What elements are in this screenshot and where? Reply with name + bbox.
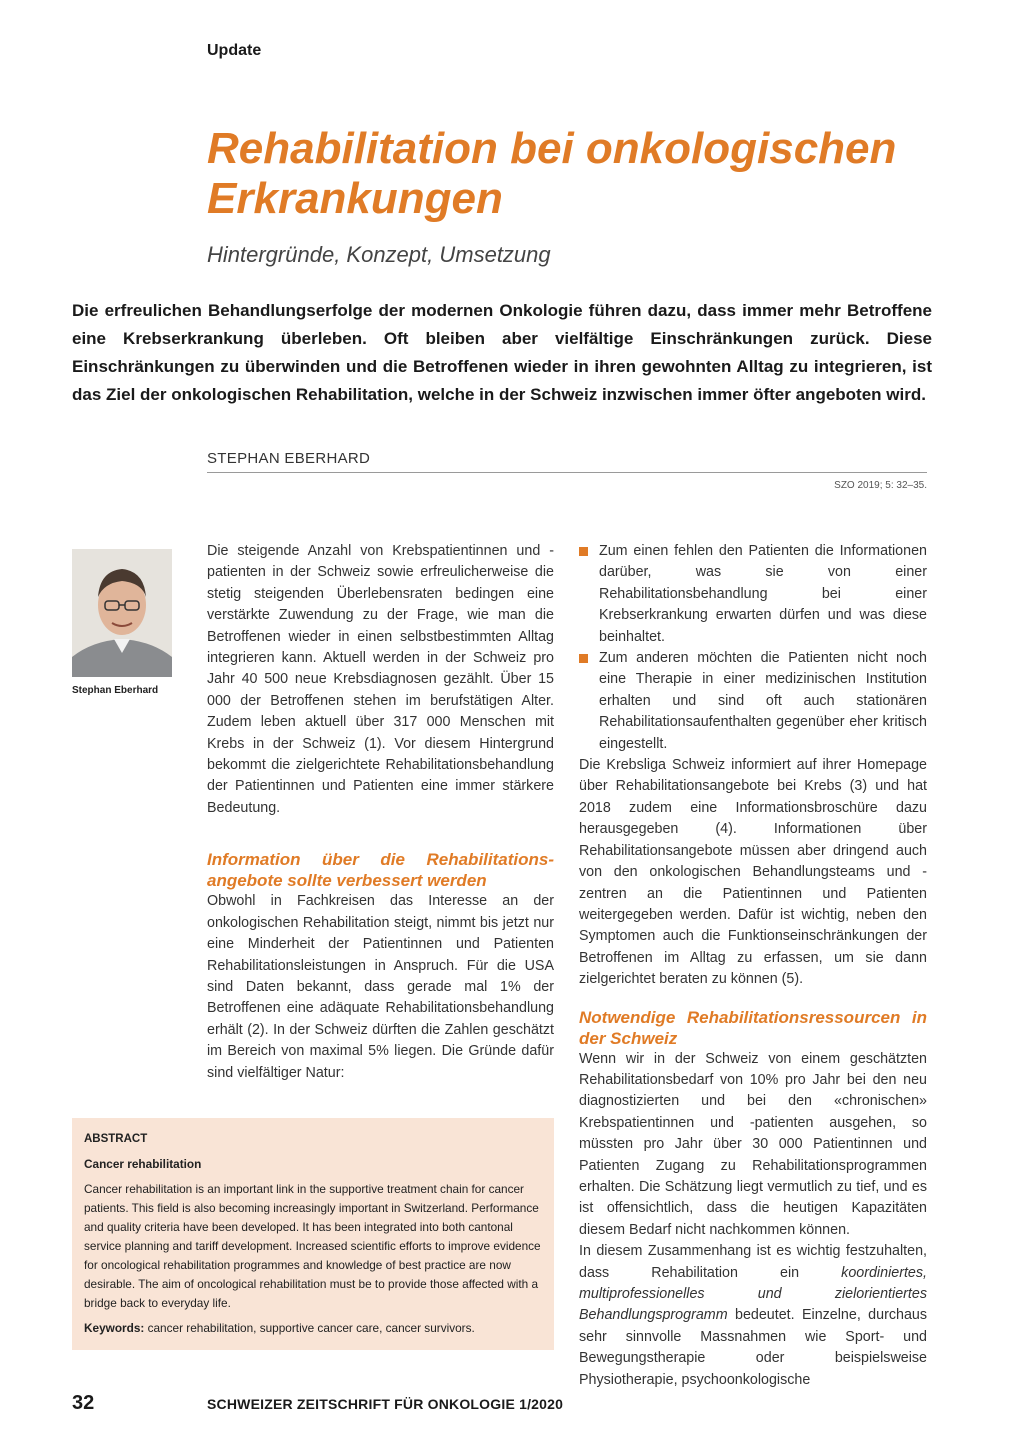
article-subtitle: Hintergründe, Konzept, Umsetzung: [207, 242, 551, 267]
author-photo: [72, 549, 172, 677]
bullet-text: Zum einen fehlen den Patienten die Informationen darüber, was sie von einer Rehabilitationsbehandlung bei einer Krebserkrankung erwarten dürfen und was diese beinhaltet.: [599, 543, 927, 645]
journal-name: SCHWEIZER ZEITSCHRIFT FÜR ONKOLOGIE 1/2020: [207, 1396, 564, 1412]
abstract-body: Cancer rehabilitation is an important link in the supportive treatment chain for cancer patients. This field is also becoming increasingly important in Switzerland. Performance and quality criteria have been developed. It has been integrated into both cantonal service planning and tariff development. Increased scientific efforts to improve evidence for oncological rehabilitation programmes and knowledge of best practice are now desirable. The aim of oncological rehabilitation must be to provide those affected with a bridge back to everyday life.: [84, 1182, 541, 1310]
section-heading: Notwendige Rehabilitationsressourcen in der Schweiz: [579, 1007, 927, 1048]
bullet-square-icon: [579, 547, 588, 556]
photo-caption: Stephan Eberhard: [72, 685, 159, 696]
column-left: [207, 541, 554, 1084]
keywords-label: Keywords:: [84, 1321, 145, 1335]
abstract-label: ABSTRACT: [84, 1133, 148, 1145]
abstract-box: [72, 1118, 554, 1350]
emphasis-text: koordiniertes, multiprofessionelles und zielorientiertes Behandlungsprogramm: [579, 1264, 927, 1324]
body-paragraph: [579, 1241, 927, 1391]
column-right: [579, 541, 927, 1391]
citation: SZO 2019; 5: 32–35.: [834, 480, 927, 491]
abstract-keywords: [84, 1319, 544, 1338]
article-title: Rehabilitation bei onkologischen Erkrankungen: [207, 124, 897, 223]
section-label: Update: [207, 42, 262, 59]
body-paragraph: Obwohl in Fachkreisen das Interesse an der onkologischen Rehabilitation steigt, nimmt bis jetzt nur eine Minderheit der Patientinnen und Patienten Rehabilitationsleistungen in Anspruch. Für die USA sind Daten bekannt, dass gerade mal 1% der Betroffenen eine adäquate Rehabilitationsbehandlung erhält (2). In der Schweiz dürften die Zahlen geschätzt im Bereich von maximal 5% liegen. Die Gründe dafür sind vielfältiger Natur:: [207, 893, 554, 1081]
divider: [207, 472, 927, 473]
body-paragraph: Wenn wir in der Schweiz von einem geschätzten Rehabilitationsbedarf von 10% pro Jahr bei den neu diagnostizierten und bei den «chronischen» Krebspatientinnen und -patienten ausgehen, so müssten pro Jahr über 30 000 Patientinnen und Patienten Zugang zu Rehabilitationsprogrammen erhalten. Die Schätzung liegt vermutlich zu tief, und es ist offensichtlich, dass die heutigen Kapazitäten diesem Bedarf nicht nachkommen können.: [579, 1050, 927, 1238]
page-number: 32: [72, 1392, 95, 1414]
lead-text: Die erfreulichen Behandlungserfolge der modernen Onkologie führen dazu, dass immer mehr Betroffene eine Krebserkrankung überleben. Oft bleiben aber vielfältige Einschränkungen zurück. Diese Einschränkungen zu überwinden und die Betroffenen wieder in ihren gewohnten Alltag zu integrieren, ist das Ziel der onkologischen Rehabilitation, welche in der Schweiz inzwischen immer öfter angeboten wird.: [72, 301, 932, 404]
abstract-content: [84, 1130, 544, 1338]
section-heading: Information über die Rehabilitations-angebote sollte verbessert werden: [207, 850, 554, 891]
bullet-square-icon: [579, 654, 588, 663]
bullet-item: [579, 541, 927, 648]
author-name: STEPHAN EBERHARD: [207, 450, 371, 467]
abstract-title: Cancer rehabilitation: [84, 1157, 202, 1171]
text-run: In diesem Zusammenhang ist es wichtig festzuhalten, dass Rehabilitation ein: [579, 1243, 927, 1281]
keywords-text: cancer rehabilitation, supportive cancer care, cancer survivors.: [144, 1321, 475, 1335]
body-paragraph: Die Krebsliga Schweiz informiert auf ihrer Homepage über Rehabilitationsangebote bei Krebs (3) und hat 2018 zudem eine Informationsbroschüre dazu herausgegeben (4). Informationen über Rehabilitationsangebote müssen aber dringend auch von den onkologischen Behandlungsteams und -zentren an die Patientinnen und Patienten weitergegeben werden. Dafür ist wichtig, neben den Symptomen auch die Funktionseinschränkungen der Betroffenen im Alltag zu erfassen, um sie dann zielgerichtet beraten zu können (5).: [579, 757, 927, 988]
text-run: bedeutet. Einzelne, durchaus sehr sinnvolle Massnahmen wie Sport- und Bewegungstherapie oder beispielsweise Physiotherapie, psychoonkologische: [579, 1307, 927, 1388]
body-paragraph: Die steigende Anzahl von Krebspatientinnen und -patienten in der Schweiz sowie erfreulicherweise die stetig steigenden Überlebensraten bedingen eine verstärkte Zuwendung zu der Frage, wie man die Betroffenen wieder in einen selbstbestimmten Alltag integrieren kann. Aktuell werden in der Schweiz pro Jahr 40 500 neue Krebsdiagnosen gezählt. Über 15 000 der Betroffenen stehen im berufstätigen Alter. Zudem leben aktuell über 317 000 Menschen mit Krebs in der Schweiz (1). Vor diesem Hintergrund bekommt die zielgerichtete Rehabilitationsbehandlung der Patientinnen und Patienten eine immer stärkere Bedeutung.: [207, 543, 554, 816]
bullet-text: Zum anderen möchten die Patienten nicht noch eine Therapie in einer medizinischen Institution erhalten und sind oft auch stationären Rehabilitationsaufenthalten gegenüber eher kritisch eingestellt.: [599, 650, 927, 752]
bullet-item: [579, 648, 927, 755]
portrait-image: [72, 549, 172, 677]
lead-paragraph: [72, 297, 932, 409]
